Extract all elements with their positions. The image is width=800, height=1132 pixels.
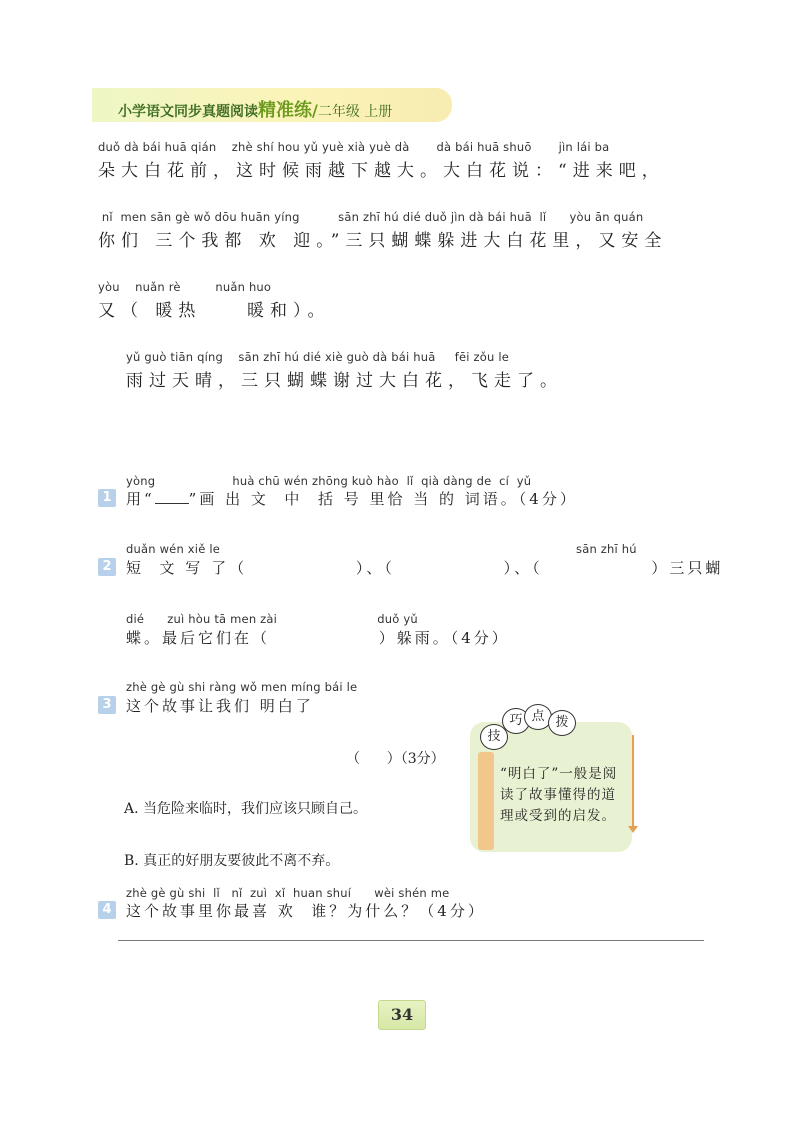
q1-text: [126, 488, 578, 509]
passage-line-3-text: 又（ 暖热 暖和）。: [98, 301, 331, 321]
q1-underline-blank: [155, 491, 189, 504]
passage-line-4-pinyin: yǔ guò tiān qíng sān zhī hú dié xiè guò dà bái huā fēi zǒu le: [126, 350, 510, 364]
passage-line-2-text: 你们 三个我都 欢 迎。”三只蝴蝶躲进大白花里，又安全: [98, 231, 668, 251]
passage-line-1-pinyin: duǒ dà bái huā qián zhè shí hou yǔ yuè xià yuè dà dà bái huā shuō jìn lái ba: [98, 140, 610, 154]
q2-number-badge: 2: [98, 558, 116, 576]
passage-line-4-text: 雨过天晴，三只蝴蝶谢过大白花，飞走了。: [126, 371, 563, 391]
page-number: 34: [378, 1000, 426, 1030]
q4-text: 这个故事里你最喜 欢 谁？为什么？（4分）: [126, 902, 486, 920]
header-brand: 精准练: [258, 100, 312, 121]
passage-line-1-text: 朵大白花前，这时候雨越下越大。大白花说：“进来吧，: [98, 161, 665, 181]
q1-text-pre: 用“: [126, 490, 155, 508]
q2-pinyin-1b: sān zhī hú: [576, 542, 637, 556]
bottom-divider: [118, 940, 704, 941]
q3-number-badge: 3: [98, 696, 116, 714]
header-prefix: 小学语文同步真题阅读: [118, 104, 258, 120]
q1-text-post: ”画 出 文 中 括 号 里恰 当 的 词语。（4分）: [188, 490, 578, 508]
passage-line-3-pinyin: yòu nuǎn rè nuǎn huo: [98, 280, 272, 294]
q2-line-1: 短 文 写 了（ ）、（ ）、（ ）三只蝴: [126, 559, 724, 577]
q2-pinyin-2: dié zuì hòu tā men zài duǒ yǔ: [126, 612, 418, 626]
tip-side-line: [632, 735, 634, 829]
q3-pinyin: zhè gè gù shi ràng wǒ men míng bái le: [126, 680, 358, 694]
tip-arrow-icon: [628, 826, 638, 833]
tip-title-char-2: 巧: [502, 708, 530, 734]
header-separator: /: [312, 101, 318, 120]
passage-line-2-pinyin: nǐ men sān gè wǒ dōu huān yíng sān zhī hú dié duǒ jìn dà bái huā lǐ yòu ān quán: [98, 210, 644, 224]
q3-option-a: A. 当危险来临时，我们应该只顾自己。: [124, 801, 368, 817]
q1-pinyin: yòng huà chū wén zhōng kuò hào lǐ qià dàng de cí yǔ: [126, 474, 532, 488]
q3-text: 这个故事让我们 明白了: [126, 697, 314, 715]
header-title: [118, 96, 392, 122]
q4-number-badge: 4: [98, 901, 116, 919]
q4-pinyin: zhè gè gù shi lǐ nǐ zuì xǐ huan shuí wèi shén me: [126, 886, 450, 900]
q2-pinyin-1: duǎn wén xiě le: [126, 542, 221, 556]
q3-option-b: B. 真正的好朋友要彼此不离不弃。: [124, 853, 340, 869]
tip-title-char-3: 点: [524, 704, 552, 730]
tip-title-char-4: 拨: [548, 710, 576, 736]
header-grade: 二年级 上册: [317, 104, 393, 120]
tip-title-char-1: 技: [480, 724, 508, 750]
q1-number-badge: 1: [98, 489, 116, 507]
tip-decor-bar: [478, 752, 494, 850]
q3-answer-paren: （ ）（3分）: [346, 751, 445, 767]
tip-text: “明白了”一般是阅读了故事懂得的道理或受到的启发。: [500, 766, 618, 824]
q2-line-2: 蝶。最后它们在（ ）躲雨。（4分）: [126, 629, 510, 647]
